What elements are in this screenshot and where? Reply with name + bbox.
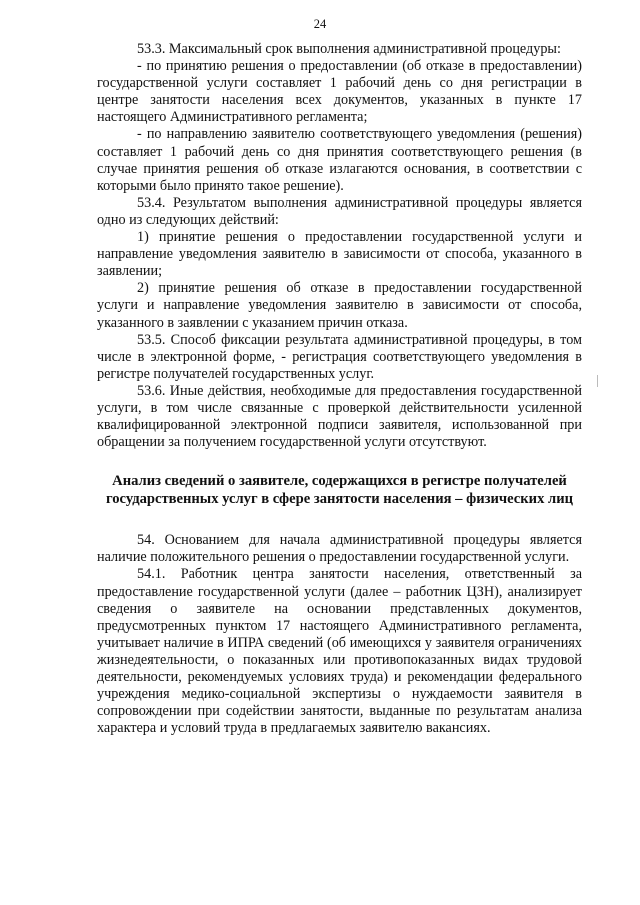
paragraph-54-1: 54.1. Работник центра занятости населения, ответственный за предоставление государственной услуги (далее – работник ЦЗН), анализирует сведения о заявителе на основании представленных документов, предусмотренных пунктом 17 настоящего Административного регламента, учитывает наличие в ИПРА сведений (об имеющихся у заявителя ограничениях жизнедеятельности, о показанных или противопоказанных видах трудовой деятельности, рекомендуемых условиях труда) и рекомендации федерального учреждения медико-социальной экспертизы о нуждаемости заявителя в сопровождении при содействии занятости, выданные по результатам анализа характера и условий труда в предлагаемых заявителю вакансиях.: [97, 566, 582, 737]
paragraph-53-4: 53.4. Результатом выполнения административной процедуры является одно из следующих действий:: [97, 194, 582, 228]
section-heading-line-1: Анализ сведений о заявителе, содержащихся в регистре получателей: [112, 473, 567, 490]
paragraph-53-4-item-1: 1) принятие решения о предоставлении государственной услуги и направление уведомления заявителю в зависимости от способа, указанного в заявлении;: [97, 229, 582, 280]
section-heading: [97, 472, 582, 508]
paragraph-53-6: 53.6. Иные действия, необходимые для предоставления государственной услуги, в том числе связанные с проверкой действительности усиленной квалифицированной электронной подписи заявителя, использованной при обращении за получением государственной услуги отсутствуют.: [97, 382, 582, 451]
paragraph-53-3: 53.3. Максимальный срок выполнения административной процедуры:: [137, 41, 561, 57]
paragraph-54: 54. Основанием для начала административной процедуры является наличие положительного решения о предоставлении государственной услуги.: [97, 532, 582, 566]
page-content: [97, 41, 582, 737]
section-heading-line-2: государственных услуг в сфере занятости населения – физических лиц: [105, 491, 574, 508]
paragraph-53-3-item-2: - по направлению заявителю соответствующего уведомления (решения) составляет 1 рабочий день со дня принятия соответствующего решения (в случае принятия решения об отказе излагаются основания, в соответствии с которыми было принято такое решение).: [97, 126, 582, 194]
page-number: 24: [313, 17, 327, 31]
paragraph-53-3-item-1: - по принятию решения о предоставлении (об отказе в предоставлении) государственной услуги составляет 1 рабочий день со дня регистрации в центре занятости населения всех документов, указанных в пункте 17 настоящего Административного регламента;: [97, 58, 582, 126]
paragraph-53-5: 53.5. Способ фиксации результата административной процедуры, в том числе в электронной форме, - регистрация соответствующего уведомления в регистре получателей государственных услуг.: [97, 331, 582, 382]
paragraph-53-4-item-2: 2) принятие решения об отказе в предоставлении государственной услуги и направление уведомления заявителю в зависимости от способа, указанного в заявлении с указанием причин отказа.: [97, 280, 582, 331]
scan-mark: [597, 375, 598, 387]
